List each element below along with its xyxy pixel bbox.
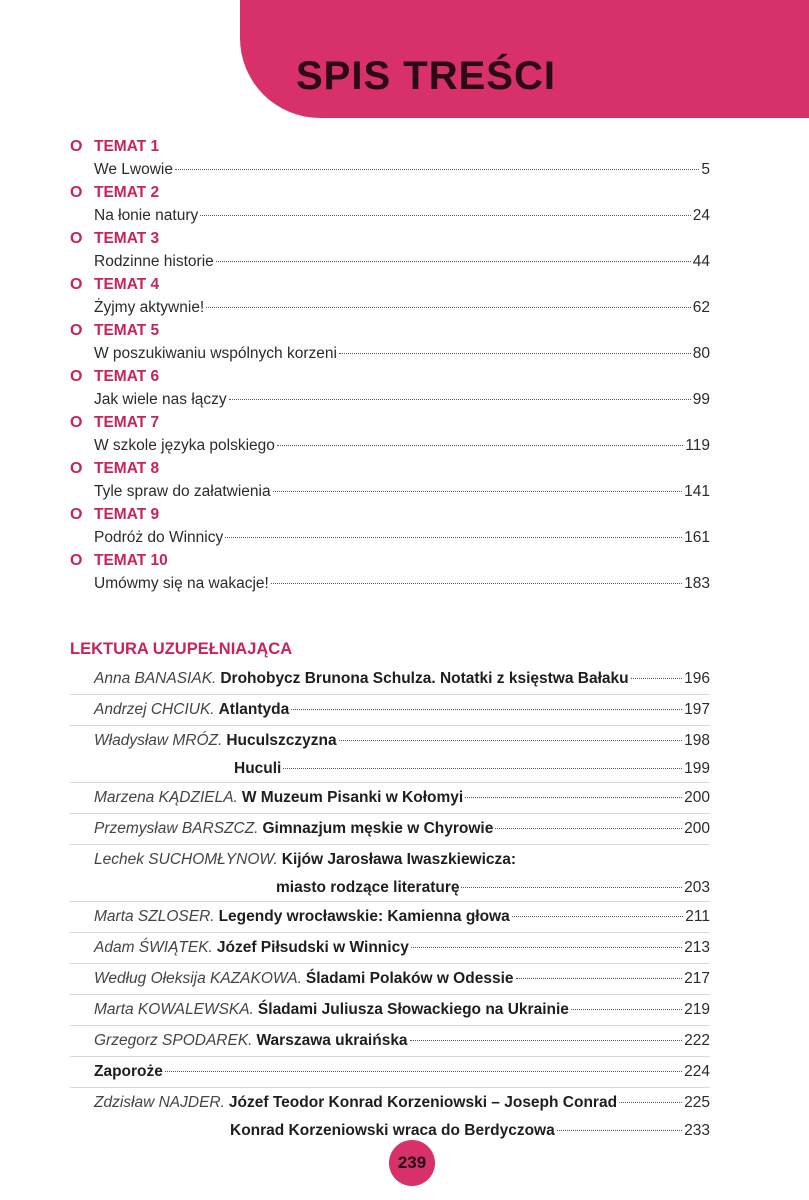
entry-page: 222 [684, 1032, 710, 1049]
entry-author: Grzegorz SPODAREK. [94, 1032, 253, 1049]
topic-heading [70, 274, 710, 296]
entry-title: W poszukiwaniu wspólnych korzeni [94, 345, 337, 362]
bullet-icon: O [70, 506, 83, 523]
entry-author: Marta KOWALEWSKA. [94, 1001, 254, 1018]
entry-page: 200 [684, 789, 710, 806]
entry-title: W Muzeum Pisanki w Kołomyi [241, 789, 464, 806]
entry-title: Śladami Juliusza Słowackiego na Ukrainie [257, 1001, 569, 1018]
dot-leader [216, 261, 691, 262]
entry-page: 225 [684, 1094, 710, 1111]
subentry-page: 199 [684, 760, 710, 777]
topic-heading [70, 320, 710, 342]
entry-title: Zaporoże [94, 1063, 163, 1080]
reading-entry[interactable] [70, 964, 710, 995]
entry-page: 5 [701, 161, 710, 178]
page-number-badge: 239 [389, 1140, 435, 1186]
topic-item [70, 182, 710, 228]
dot-leader [339, 740, 683, 741]
entry-page: 141 [684, 483, 710, 500]
toc-entry[interactable] [70, 342, 710, 366]
dot-leader [410, 1040, 683, 1041]
dot-leader [557, 1130, 682, 1131]
entry-page: 219 [684, 1001, 710, 1018]
toc-entry[interactable] [70, 250, 710, 274]
dot-leader [512, 916, 684, 917]
entry-page: 80 [692, 345, 710, 362]
toc-entry[interactable] [70, 572, 710, 596]
entry-page: 44 [692, 253, 710, 270]
toc-entry[interactable] [70, 158, 710, 182]
entry-page: 161 [684, 529, 710, 546]
entry-page: 198 [684, 732, 710, 749]
bullet-icon: O [70, 230, 83, 247]
reading-entry[interactable] [70, 1057, 710, 1088]
entry-page: 203 [684, 879, 710, 896]
entry-title: Żyjmy aktywnie! [94, 299, 205, 316]
topic-label: TEMAT 2 [94, 184, 160, 201]
entry-title: We Lwowie [94, 161, 173, 178]
reading-entry[interactable] [70, 783, 710, 814]
reading-entry[interactable] [70, 695, 710, 726]
entry-title: Śladami Polaków w Odessie [305, 970, 514, 987]
topic-label: TEMAT 10 [94, 552, 168, 569]
entry-author: Przemysław BARSZCZ. [94, 820, 259, 837]
dot-leader [165, 1071, 682, 1072]
entry-title: Jak wiele nas łączy [94, 391, 227, 408]
topic-heading [70, 366, 710, 388]
entry-page: 24 [692, 207, 710, 224]
entry-title: Józef Piłsudski w Winnicy [216, 939, 409, 956]
entry-page: 62 [692, 299, 710, 316]
entry-title: Podróż do Winnicy [94, 529, 224, 546]
dot-leader [271, 583, 682, 584]
entry-author: Anna BANASIAK. [94, 670, 217, 687]
toc-entry[interactable] [70, 204, 710, 228]
entry-title: Na łonie natury [94, 207, 199, 224]
topic-label: TEMAT 4 [94, 276, 160, 293]
bullet-icon: O [70, 414, 83, 431]
toc-entry[interactable] [70, 434, 710, 458]
entry-title: Atlantyda [218, 701, 290, 718]
subentry-title: Huculi [234, 760, 282, 777]
dot-leader [175, 169, 699, 170]
dot-leader [571, 1009, 682, 1010]
topics-list [70, 136, 710, 596]
page-title: SPIS TREŚCI [296, 54, 556, 98]
toc-entry[interactable] [70, 526, 710, 550]
dot-leader [283, 768, 682, 769]
entry-author: Według Ołeksija KAZAKOWA. [94, 970, 302, 987]
entry-title: Tyle spraw do załatwienia [94, 483, 271, 500]
reading-entry[interactable] [70, 902, 710, 933]
entry-page: 99 [692, 391, 710, 408]
reading-entry[interactable] [70, 845, 710, 875]
topic-item [70, 274, 710, 320]
entry-author: Andrzej CHCIUK. [94, 701, 215, 718]
reading-entry[interactable] [70, 933, 710, 964]
topic-item [70, 366, 710, 412]
entry-title: W szkole języka polskiego [94, 437, 275, 454]
topic-heading [70, 412, 710, 434]
dot-leader [206, 307, 691, 308]
toc-entry[interactable] [70, 480, 710, 504]
topic-label: TEMAT 6 [94, 368, 160, 385]
topic-heading [70, 182, 710, 204]
dot-leader [631, 678, 683, 679]
entry-title: Drohobycz Brunona Schulza. Notatki z księstwa Bałaku [220, 670, 629, 687]
topic-item [70, 550, 710, 596]
entry-author: Adam ŚWIĄTEK. [94, 939, 213, 956]
topic-label: TEMAT 1 [94, 138, 160, 155]
dot-leader [273, 491, 683, 492]
entry-page: 119 [685, 437, 710, 454]
topic-label: TEMAT 3 [94, 230, 160, 247]
entry-page: 211 [685, 908, 710, 925]
reading-entry[interactable] [70, 664, 710, 695]
reading-subentry[interactable] [70, 1118, 710, 1144]
topic-label: TEMAT 9 [94, 506, 160, 523]
bullet-icon: O [70, 460, 83, 477]
bullet-icon: O [70, 368, 83, 385]
entry-page: 197 [684, 701, 710, 718]
topic-heading [70, 136, 710, 158]
dot-leader [277, 445, 683, 446]
dot-leader [619, 1102, 682, 1103]
entry-page: 217 [684, 970, 710, 987]
entry-title: Kijów Jarosława Iwaszkiewicza: [281, 851, 517, 868]
dot-leader [411, 947, 682, 948]
dot-leader [495, 828, 682, 829]
reading-subentry[interactable] [70, 756, 710, 783]
entry-author: Marzena KĄDZIELA. [94, 789, 238, 806]
reading-entry[interactable] [70, 1088, 710, 1118]
bullet-icon: O [70, 276, 83, 293]
entry-author: Zdzisław NAJDER. [94, 1094, 225, 1111]
reading-list [70, 664, 710, 1144]
entry-author: Władysław MRÓZ. [94, 732, 223, 749]
topic-item [70, 412, 710, 458]
reading-entry[interactable] [70, 814, 710, 845]
topic-heading [70, 228, 710, 250]
entry-title: Józef Teodor Konrad Korzeniowski – Joseph Conrad [228, 1094, 618, 1111]
dot-leader [229, 399, 691, 400]
topic-item [70, 320, 710, 366]
topic-item [70, 504, 710, 550]
entry-page: 183 [684, 575, 710, 592]
topic-item [70, 136, 710, 182]
topic-label: TEMAT 8 [94, 460, 160, 477]
reading-section-title: LEKTURA UZUPEŁNIAJĄCA [70, 640, 293, 658]
subentry-page: 233 [684, 1122, 710, 1139]
entry-title: Umówmy się na wakacje! [94, 575, 269, 592]
entry-page: 196 [684, 670, 710, 687]
entry-page: 200 [684, 820, 710, 837]
entry-title-line2: miasto rodzące literaturę [276, 879, 460, 896]
entry-title: Huculszczyzna [226, 732, 337, 749]
topic-item [70, 458, 710, 504]
topic-heading [70, 550, 710, 572]
reading-entry[interactable] [70, 1026, 710, 1057]
topic-item [70, 228, 710, 274]
subentry-title: Konrad Korzeniowski wraca do Berdyczowa [230, 1122, 555, 1139]
entry-page: 213 [684, 939, 710, 956]
dot-leader [516, 978, 683, 979]
toc-entry[interactable] [70, 296, 710, 320]
dot-leader [291, 709, 682, 710]
reading-entry[interactable] [70, 995, 710, 1026]
entry-title: Legendy wrocławskie: Kamienna głowa [218, 908, 510, 925]
dot-leader [461, 887, 682, 888]
topic-label: TEMAT 7 [94, 414, 160, 431]
bullet-icon: O [70, 138, 83, 155]
entry-title: Rodzinne historie [94, 253, 214, 270]
reading-entry[interactable] [70, 726, 710, 756]
dot-leader [465, 797, 682, 798]
bullet-icon: O [70, 552, 83, 569]
topic-heading [70, 458, 710, 480]
entry-page: 224 [684, 1063, 710, 1080]
dot-leader [200, 215, 690, 216]
entry-author: Lechek SUCHOMŁYNOW. [94, 851, 278, 868]
dot-leader [339, 353, 691, 354]
entry-title: Gimnazjum męskie w Chyrowie [262, 820, 494, 837]
entry-title: Warszawa ukraińska [256, 1032, 408, 1049]
topic-label: TEMAT 5 [94, 322, 160, 339]
dot-leader [225, 537, 682, 538]
toc-entry[interactable] [70, 388, 710, 412]
bullet-icon: O [70, 184, 83, 201]
topic-heading [70, 504, 710, 526]
entry-author: Marta SZLOSER. [94, 908, 215, 925]
bullet-icon: O [70, 322, 83, 339]
reading-entry-continuation[interactable] [70, 875, 710, 902]
